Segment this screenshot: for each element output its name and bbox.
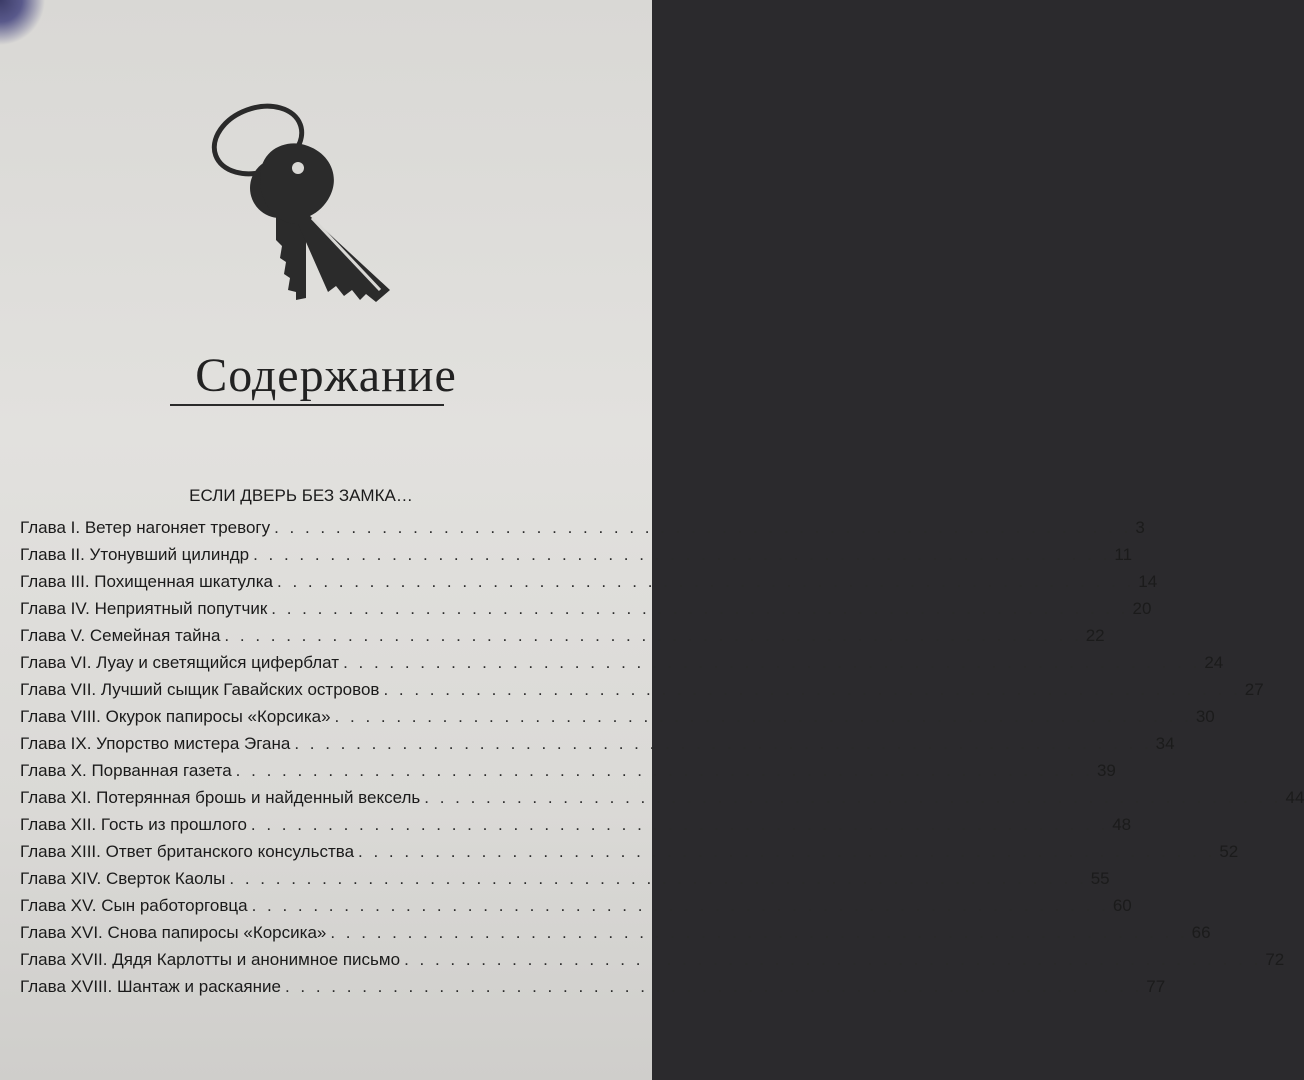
- chapter-title: Ответ британского консульства: [105, 841, 355, 861]
- toc-entry: [20, 730, 1175, 757]
- title-underline: [170, 404, 444, 406]
- page-number: 72: [1265, 949, 1285, 969]
- page-number: 22: [1085, 625, 1105, 645]
- toc-entry: [20, 622, 1105, 649]
- toc-entry: [20, 514, 1145, 541]
- page-number: 24: [1204, 652, 1224, 672]
- dot-leader: . . . . . . . . . . . . . . . . . . . . . . . . . . . . . . . . . . . . . . . . . . . . . . . . . . . . . . . .: [358, 841, 1216, 861]
- chapter-title: Сын работорговца: [101, 895, 248, 915]
- toc-entry: [20, 676, 1264, 703]
- chapter-title: Гость из прошлого: [100, 814, 247, 834]
- toc-entry: [20, 568, 1158, 595]
- chapter-title: Окурок папиросы «Корсика»: [105, 706, 331, 726]
- toc-entry: [20, 919, 1211, 946]
- chapter-title: Упорство мистера Эгана: [96, 733, 291, 753]
- page-number: 52: [1219, 841, 1239, 861]
- chapter-title: Потерянная брошь и найденный вексель: [96, 787, 421, 807]
- chapter-number: Глава XIV.: [20, 868, 102, 888]
- toc-entry: [20, 865, 1110, 892]
- chapter-title: Снова папиросы «Корсика»: [107, 922, 327, 942]
- toc-entry: [20, 946, 1285, 973]
- dot-leader: . . . . . . . . . . . . . . . . . . . . . . . . . . . . . . . . . . . . . . . . . . . . . . . . . . . . . . . .: [284, 976, 1143, 996]
- page-number: 30: [1195, 706, 1215, 726]
- dot-leader: . . . . . . . . . . . . . . . . . . . . . . . . . . . . . . . . . . . . . . . . . . . . . . . . . . . . . . . .: [229, 868, 1087, 888]
- chapter-title: Дядя Карлотты и анонимное письмо: [112, 949, 401, 969]
- dot-leader: . . . . . . . . . . . . . . . . . . . . . . . . . . . . . . . . . . . . . . . . . . . . . . . . . . . . . . . .: [274, 517, 1132, 537]
- chapter-title: Утонувший цилиндр: [89, 544, 250, 564]
- chapter-title: Сверток Каолы: [105, 868, 226, 888]
- chapter-number: Глава III.: [20, 571, 90, 591]
- chapter-number: Глава X.: [20, 760, 87, 780]
- chapter-number: Глава XVIII.: [20, 976, 113, 996]
- page-number: 27: [1244, 679, 1264, 699]
- chapter-title: Неприятный попутчик: [94, 598, 268, 618]
- chapter-title: Похищенная шкатулка: [94, 571, 273, 591]
- section-heading: ЕСЛИ ДВЕРЬ БЕЗ ЗАМКА…: [189, 486, 413, 505]
- toc-entry: [20, 973, 1166, 1000]
- page-number: 11: [1114, 544, 1133, 564]
- page-number: 20: [1132, 598, 1152, 618]
- chapter-number: Глава I.: [20, 517, 81, 537]
- chapter-number: Глава XVII.: [20, 949, 108, 969]
- dot-leader: . . . . . . . . . . . . . . . . . . . . . . . . . . . . . . . . . . . . . . . . . . . . . . . . . . . . . . . .: [235, 760, 1093, 780]
- toc-entry: [20, 541, 1133, 568]
- chapter-title: Семейная тайна: [89, 625, 221, 645]
- toc-entry: [20, 784, 1304, 811]
- chapter-title: Ветер нагоняет тревогу: [84, 517, 271, 537]
- chapter-number: Глава XI.: [20, 787, 92, 807]
- dot-leader: . . . . . . . . . . . . . . . . . . . . . . . . . . . . . . . . . . . . . . . . . . . . . . . . . . . . . . . .: [271, 598, 1129, 618]
- page-title: Содержание: [195, 349, 457, 402]
- chapter-title: Лучший сыщик Гавайских островов: [100, 679, 380, 699]
- page-number: 66: [1191, 922, 1211, 942]
- toc-entry: [20, 757, 1116, 784]
- dot-leader: . . . . . . . . . . . . . . . . . . . . . . . . . . . . . . . . . . . . . . . . . . . . . . . . . . . . . . . .: [277, 571, 1135, 591]
- chapter-number: Глава VII.: [20, 679, 97, 699]
- toc-entry: [20, 703, 1215, 730]
- chapter-number: Глава XVI.: [20, 922, 103, 942]
- dot-leader: . . . . . . . . . . . . . . . . . . . . . . . . . . . . . . . . . . . . . . . . . . . . . . . . . . . . . . . .: [251, 895, 1109, 915]
- page-number: 77: [1146, 976, 1166, 996]
- dot-leader: . . . . . . . . . . . . . . . . . . . . . . . . . . . . . . . . . . . . . . . . . . . . . . . . . . . . . . . .: [343, 652, 1201, 672]
- keys-icon: [180, 68, 410, 318]
- chapter-number: Глава XIII.: [20, 841, 101, 861]
- page-number: 55: [1090, 868, 1110, 888]
- dot-leader: . . . . . . . . . . . . . . . . . . . . . . . . . . . . . . . . . . . . . . . . . . . . . . . . . . . . . . . .: [404, 949, 1262, 969]
- dot-leader: . . . . . . . . . . . . . . . . . . . . . . . . . . . . . . . . . . . . . . . . . . . . . . . . . . . . . . . .: [383, 679, 1241, 699]
- toc-entry: [20, 811, 1132, 838]
- page-number: 3: [1135, 517, 1145, 537]
- dot-leader: . . . . . . . . . . . . . . . . . . . . . . . . . . . . . . . . . . . . . . . . . . . . . . . . . . . . . . . .: [253, 544, 1111, 564]
- page-corner-shadow: [0, 0, 60, 45]
- dot-leader: . . . . . . . . . . . . . . . . . . . . . . . . . . . . . . . . . . . . . . . . . . . . . . . . . . . . . . . .: [330, 922, 1188, 942]
- page-number: 14: [1138, 571, 1158, 591]
- page-number: 39: [1096, 760, 1116, 780]
- toc-entry: [20, 838, 1239, 865]
- page-number: 34: [1155, 733, 1175, 753]
- page-number: 44: [1285, 787, 1304, 807]
- chapter-number: Глава IV.: [20, 598, 90, 618]
- page-number: 60: [1112, 895, 1132, 915]
- chapter-title: Шантаж и раскаяние: [116, 976, 281, 996]
- chapter-number: Глава XII.: [20, 814, 97, 834]
- dot-leader: . . . . . . . . . . . . . . . . . . . . . . . . . . . . . . . . . . . . . . . . . . . . . . . . . . . . . . . .: [224, 625, 1082, 645]
- chapter-number: Глава V.: [20, 625, 86, 645]
- table-of-contents: [20, 514, 1304, 1000]
- toc-entry: [20, 892, 1132, 919]
- dot-leader: . . . . . . . . . . . . . . . . . . . . . . . . . . . . . . . . . . . . . . . . . . . . . . . . . . . . . . . .: [424, 787, 1282, 807]
- chapter-number: Глава XV.: [20, 895, 97, 915]
- dot-leader: . . . . . . . . . . . . . . . . . . . . . . . . . . . . . . . . . . . . . . . . . . . . . . . . . . . . . . . .: [294, 733, 1152, 753]
- chapter-title: Луау и светящийся циферблат: [96, 652, 340, 672]
- dot-leader: . . . . . . . . . . . . . . . . . . . . . . . . . . . . . . . . . . . . . . . . . . . . . . . . . . . . . . . .: [250, 814, 1109, 834]
- dot-leader: . . . . . . . . . . . . . . . . . . . . . . . . . . . . . . . . . . . . . . . . . . . . . . . . . . . . . . . .: [334, 706, 1192, 726]
- chapter-number: Глава IX.: [20, 733, 92, 753]
- toc-entry: [20, 595, 1152, 622]
- page-number: 48: [1112, 814, 1132, 834]
- chapter-number: Глава VIII.: [20, 706, 101, 726]
- toc-entry: [20, 649, 1224, 676]
- chapter-title: Порванная газета: [91, 760, 232, 780]
- chapter-number: Глава II.: [20, 544, 85, 564]
- chapter-number: Глава VI.: [20, 652, 92, 672]
